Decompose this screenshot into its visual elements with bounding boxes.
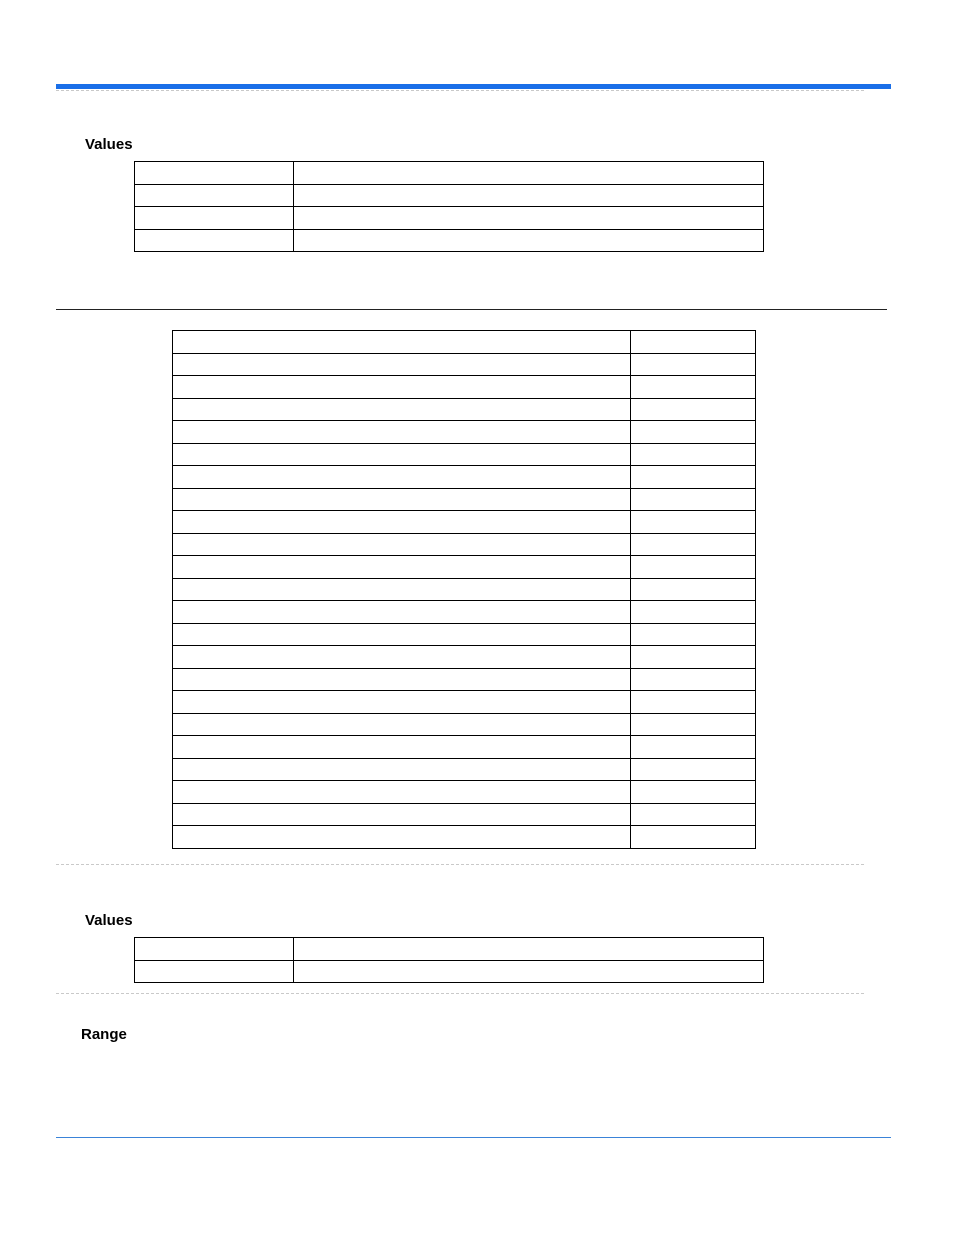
table-row [173,736,756,759]
table-cell [631,826,756,849]
table-cell [631,376,756,399]
values-heading-1: Values [85,136,133,153]
table-cell [631,353,756,376]
table-row [135,938,764,961]
table-row [173,758,756,781]
table-cell [631,578,756,601]
table-cell [294,162,764,185]
table-cell [135,184,294,207]
table-cell [631,736,756,759]
table-cell [173,443,631,466]
table-cell [173,736,631,759]
table-row [173,533,756,556]
table-cell [173,376,631,399]
table-cell [173,578,631,601]
table-cell [294,960,764,983]
table-cell [135,938,294,961]
main-table [172,330,756,849]
table-cell [631,601,756,624]
table-row [173,511,756,534]
table-cell [173,421,631,444]
table-row [173,781,756,804]
table-row [135,207,764,230]
table-cell [173,781,631,804]
table-row [173,398,756,421]
table-cell [631,758,756,781]
range-heading: Range [81,1026,127,1043]
table-row [135,184,764,207]
table-row [173,556,756,579]
table-cell [173,556,631,579]
table-row [173,331,756,354]
table-row [135,960,764,983]
table-cell [135,229,294,252]
table-cell [173,398,631,421]
table-row [173,376,756,399]
table-cell [631,488,756,511]
table-cell [173,488,631,511]
table-cell [135,162,294,185]
table-row [135,162,764,185]
table-row [173,826,756,849]
table-row [173,646,756,669]
table-cell [631,803,756,826]
table-row [135,229,764,252]
table-row [173,578,756,601]
table-cell [631,668,756,691]
table-cell [173,646,631,669]
table-cell [631,331,756,354]
table-row [173,421,756,444]
table-row [173,713,756,736]
table-cell [294,207,764,230]
table-row [173,668,756,691]
dashed-divider-1 [56,864,864,865]
table-cell [631,691,756,714]
table-cell [173,331,631,354]
footer-rule [56,1137,891,1138]
table-cell [631,443,756,466]
table-cell [631,713,756,736]
table-cell [631,781,756,804]
values-table-1 [134,161,764,252]
table-cell [294,229,764,252]
table-cell [631,556,756,579]
header-accent-bar [56,84,891,89]
table-row [173,466,756,489]
table-cell [173,826,631,849]
table-cell [135,960,294,983]
table-cell [631,466,756,489]
header-dashed-divider [56,90,864,91]
table-cell [294,938,764,961]
dashed-divider-2 [56,993,864,994]
table-row [173,443,756,466]
section-divider [56,309,887,310]
values-heading-2: Values [85,912,133,929]
table-row [173,353,756,376]
table-cell [173,668,631,691]
values-table-2 [134,937,764,983]
table-cell [173,713,631,736]
table-row [173,601,756,624]
table-cell [173,353,631,376]
table-row [173,691,756,714]
table-cell [173,466,631,489]
table-row [173,803,756,826]
table-cell [173,623,631,646]
table-cell [631,533,756,556]
table-cell [173,601,631,624]
table-cell [173,511,631,534]
table-cell [631,511,756,534]
table-cell [173,533,631,556]
table-cell [173,758,631,781]
table-cell [173,691,631,714]
table-cell [135,207,294,230]
table-cell [631,421,756,444]
table-cell [631,398,756,421]
table-cell [294,184,764,207]
table-cell [173,803,631,826]
table-cell [631,646,756,669]
table-row [173,623,756,646]
table-row [173,488,756,511]
table-cell [631,623,756,646]
